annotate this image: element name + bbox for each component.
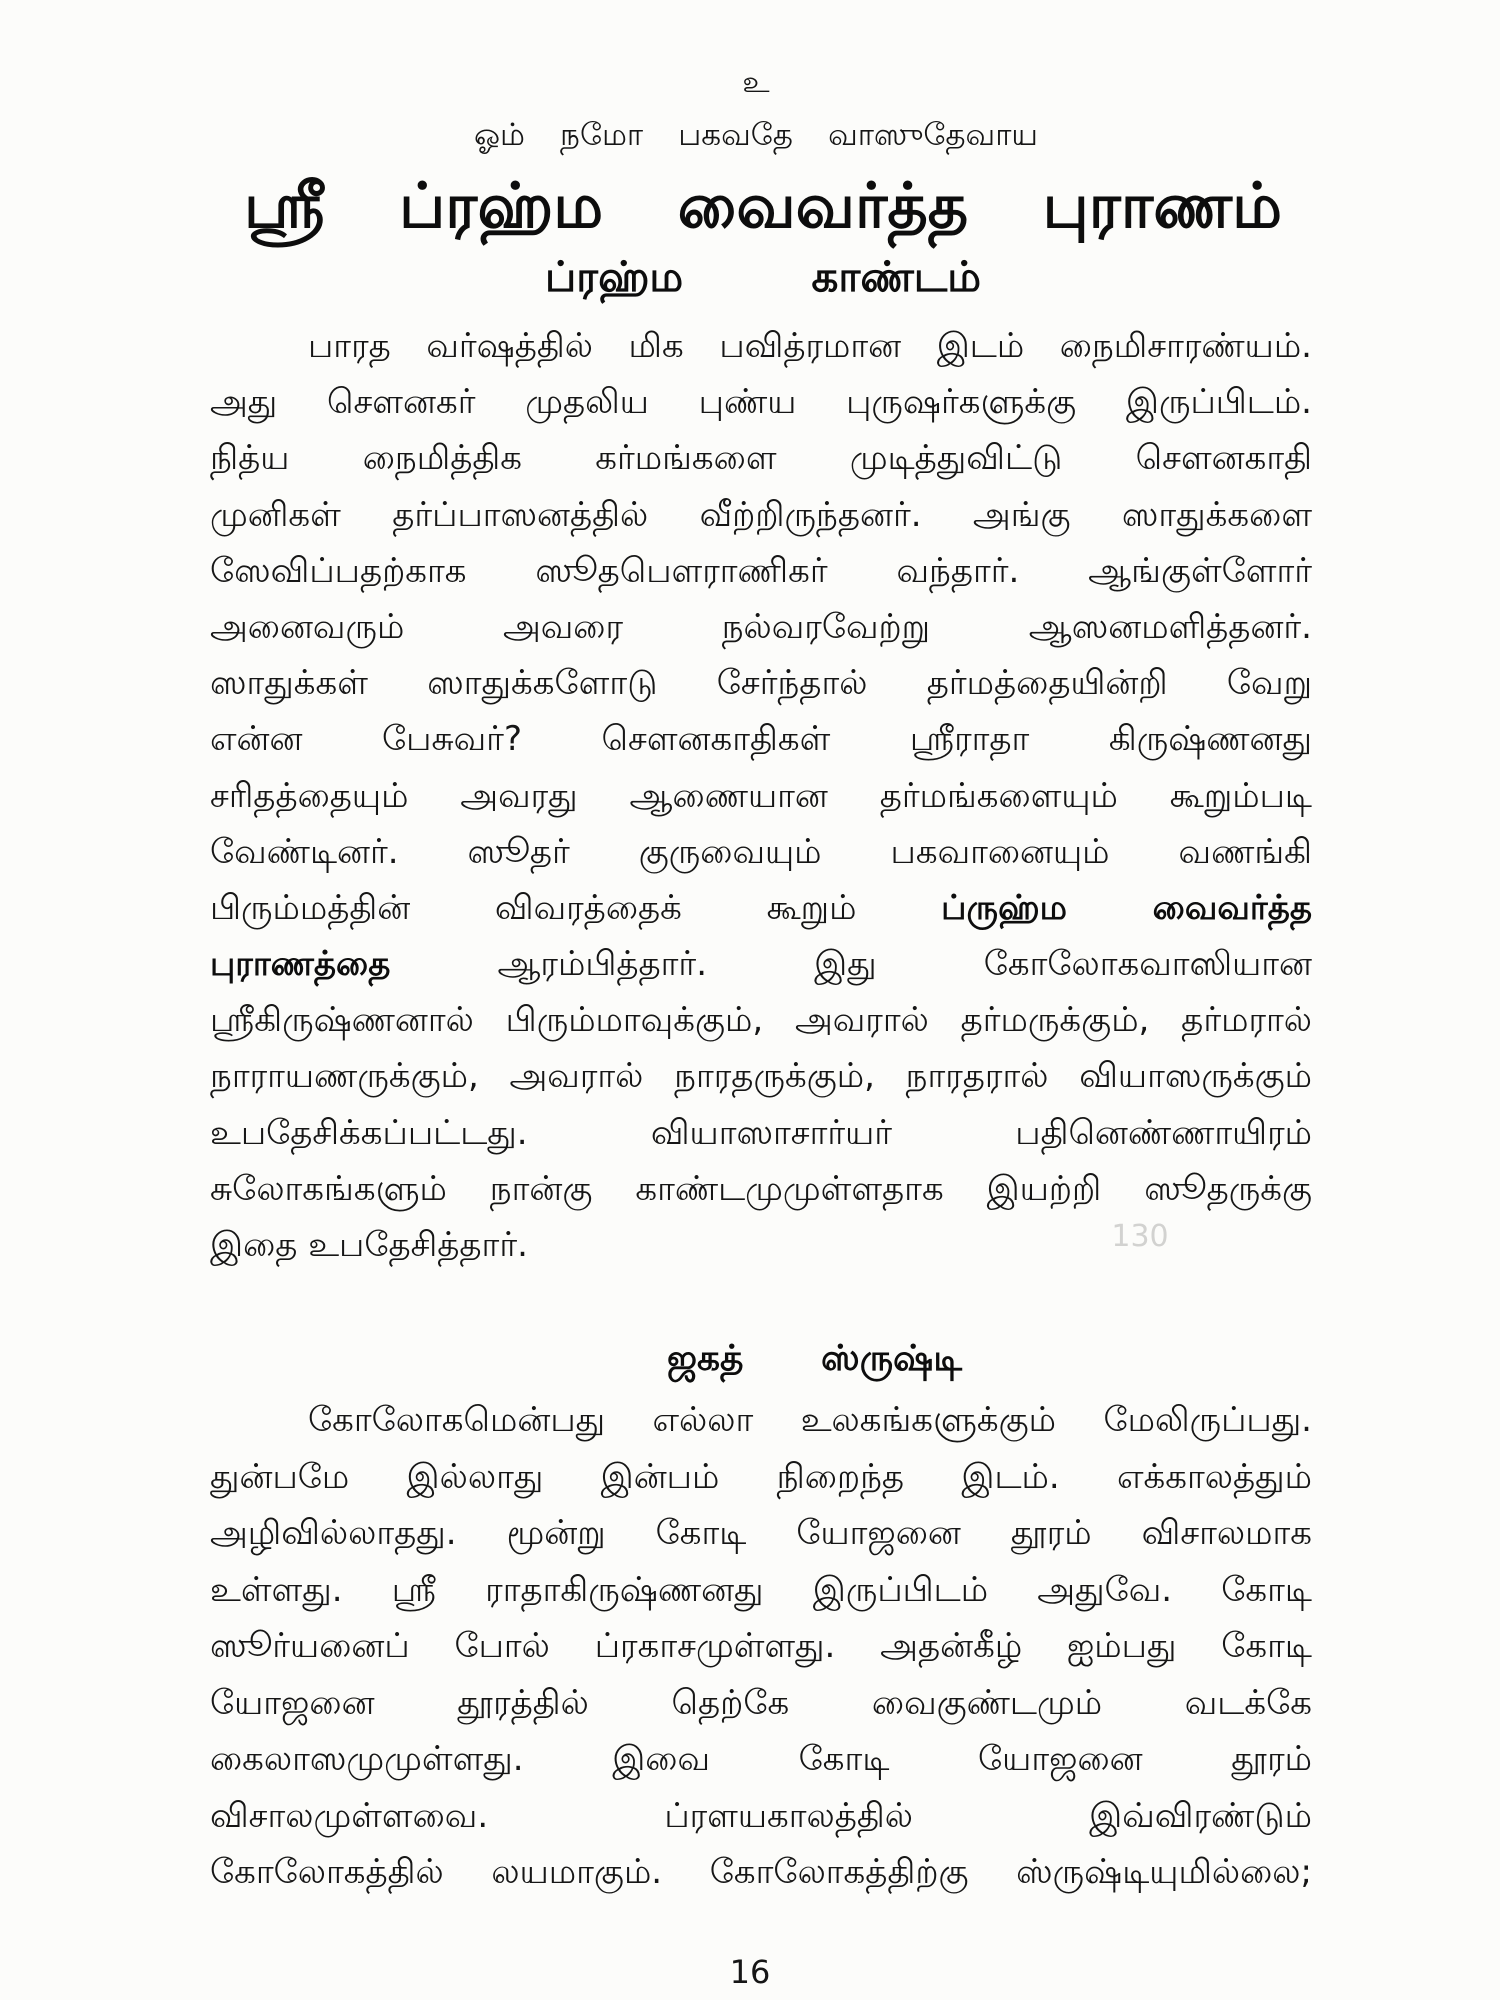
invocation-line: ஓம் நமோ பகவதே வாஸுதேவாய: [474, 117, 1038, 153]
paragraph-line: அது சௌனகர் முதலிய புண்ய புருஷர்களுக்கு இருப்பிடம்.: [210, 382, 1312, 423]
paragraph-line: நித்ய நைமித்திக கர்மங்களை முடித்துவிட்டு சௌனகாதி: [210, 438, 1312, 479]
paragraph-line: என்ன பேசுவர்? சௌனகாதிகள் ஸ்ரீராதா கிருஷ்ணனது: [210, 719, 1312, 760]
emphasized-title-text: புராணத்தை: [210, 944, 391, 985]
line-text: ஆரம்பித்தார். இது கோலோகவாஸியான: [497, 944, 1313, 985]
paragraph-line: சுலோகங்களும் நான்கு காண்டமுமுள்ளதாக இயற்றி ஸூதருக்கு: [210, 1168, 1312, 1209]
paragraph-line: ஸூர்யனைப் போல் ப்ரகாசமுள்ளது. அதன்கீழ் ஐம்பது கோடி: [210, 1626, 1312, 1666]
paragraph-line: நாராயணருக்கும், அவரால் நாரதருக்கும், நாரதரால் வியாஸருக்கும்: [210, 1056, 1312, 1097]
paragraph-line: முனிகள் தர்ப்பாஸனத்தில் வீற்றிருந்தனர். அங்கு ஸாதுக்களை: [210, 494, 1312, 535]
paragraph-line: விசாலமுள்ளவை. ப்ரளயகாலத்தில் இவ்விரண்டும்: [210, 1795, 1312, 1836]
top-mark: உ: [742, 65, 770, 100]
page-number: 16: [729, 1953, 771, 1991]
paragraph-line: உள்ளது. ஸ்ரீ ராதாகிருஷ்ணனது இருப்பிடம் அதுவே. கோடி: [210, 1569, 1312, 1610]
line-text: பிரும்மத்தின் விவரத்தைக் கூறும்: [210, 887, 857, 928]
paragraph-line: ஸ்ரீகிருஷ்ணனால் பிரும்மாவுக்கும், அவரால் தர்மருக்கும், தர்மரால்: [210, 1000, 1312, 1041]
paragraph-line: கைலாஸமுமுள்ளது. இவை கோடி யோஜனை தூரம்: [210, 1739, 1312, 1779]
paragraph-line: துன்பமே இல்லாது இன்பம் நிறைந்த இடம். எக்காலத்தும்: [210, 1456, 1312, 1497]
paragraph-line: யோஜனை தூரத்தில் தெற்கே வைகுண்டமும் வடக்கே: [210, 1682, 1312, 1723]
paragraph-line: ஸேவிப்பதற்காக ஸூதபௌராணிகர் வந்தார். ஆங்குள்ளோர்: [210, 550, 1312, 591]
paragraph-line: சரிதத்தையும் அவரது ஆணையான தர்மங்களையும் கூறும்படி: [210, 775, 1312, 816]
paragraph-line: வேண்டினர். ஸூதர் குருவையும் பகவானையும் வணங்கி: [210, 831, 1312, 872]
kanda-title: ப்ரஹ்ம காண்டம்: [545, 252, 981, 301]
paragraph-line: அனைவரும் அவரை நல்வரவேற்று ஆஸனமளித்தனர்.: [210, 606, 1312, 647]
paragraph-line: [210, 880, 1312, 936]
paragraph-line: பாரத வர்ஷத்தில் மிக பவித்ரமான இடம் நைமிசாரண்யம்.: [308, 326, 1312, 366]
paragraph-1: [210, 318, 1312, 1273]
book-title: ஸ்ரீ ப்ரஹ்ம வைவர்த்த புராணம்: [244, 169, 1282, 242]
emphasized-title-text: ப்ருஹ்ம வைவர்த்த: [941, 887, 1312, 928]
paragraph-line: ஸாதுக்கள் ஸாதுக்களோடு சேர்ந்தால் தர்மத்தையின்றி வேறு: [210, 663, 1312, 704]
paragraph-line: கோலோகத்தில் லயமாகும். கோலோகத்திற்கு ஸ்ருஷ்டியுமில்லை;: [210, 1852, 1312, 1892]
bleed-through-text: 130: [1111, 1219, 1169, 1254]
paragraph-line: கோலோகமென்பது எல்லா உலகங்களுக்கும் மேலிருப்பது.: [308, 1400, 1312, 1440]
paragraph-line: இதை உபதேசித்தார்.: [210, 1225, 528, 1265]
paragraph-line: அழிவில்லாதது. மூன்று கோடி யோஜனை தூரம் விசாலமாக: [210, 1513, 1312, 1553]
paragraph-line: உபதேசிக்கப்பட்டது. வியாஸாசார்யர் பதினெண்ணாயிரம்: [210, 1112, 1312, 1153]
paragraph-line: [210, 936, 1312, 992]
section-heading: ஜகத் ஸ்ருஷ்டி: [667, 1338, 962, 1379]
paragraph-2: [210, 1392, 1312, 1901]
